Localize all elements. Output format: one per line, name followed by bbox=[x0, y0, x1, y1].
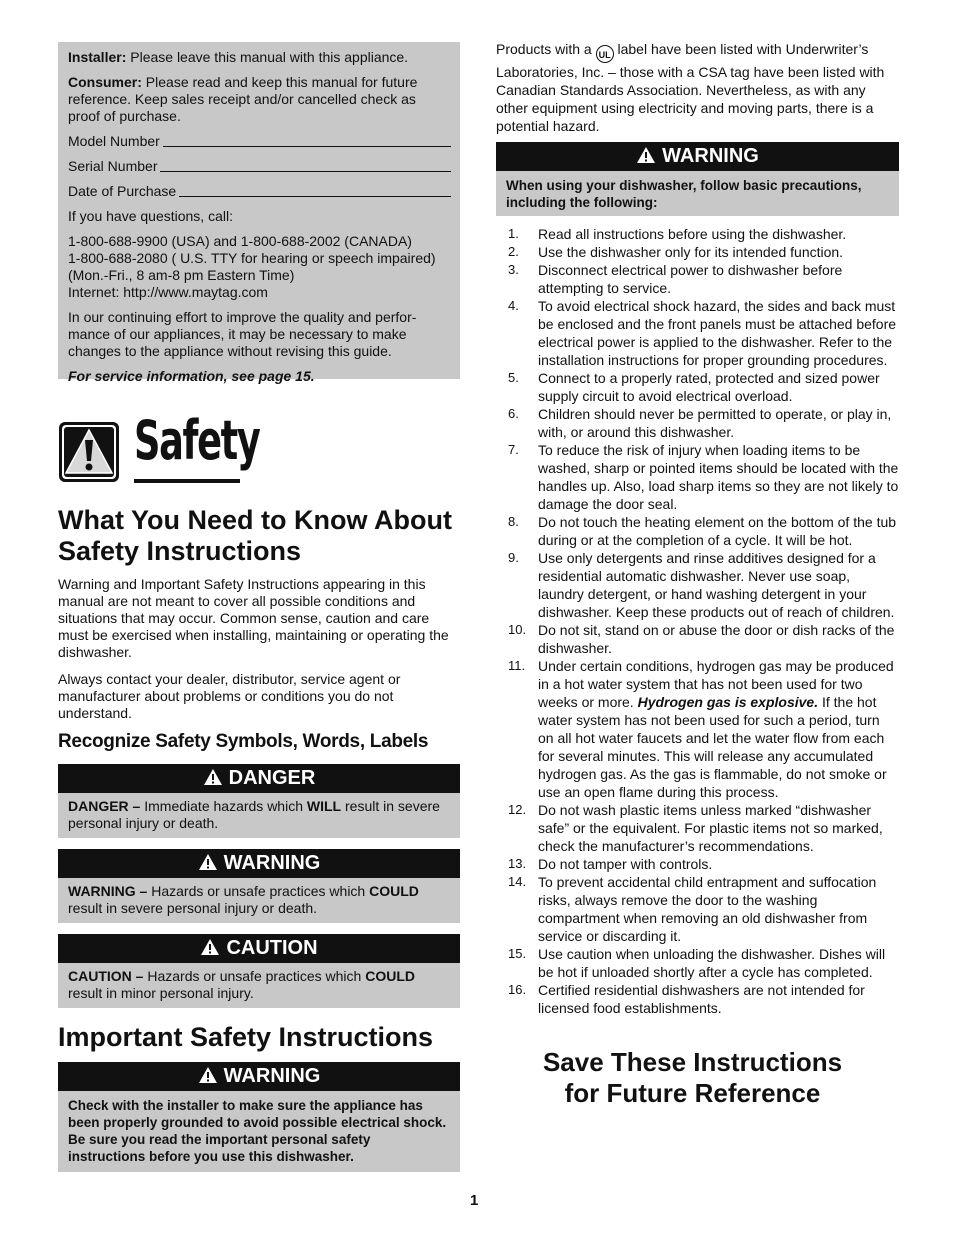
internet-link: Internet: http://www.maytag.com bbox=[68, 284, 268, 300]
safety-title: Safety bbox=[134, 409, 260, 472]
alert-triangle-icon bbox=[198, 1066, 218, 1084]
list-item: 15. Use caution when unloading the dishwasher. Dishes will be hot if unloaded shortly after a cycle has completed. bbox=[508, 946, 886, 980]
list-item: 7. To reduce the risk of injury when loading items to be washed, sharp or pointed items should be located with the handles up. Also, load sharp items so they are not likely to damage the door seal. bbox=[508, 442, 899, 512]
owner-info-box bbox=[58, 42, 460, 384]
list-item: 10. Do not sit, stand on or abuse the door or dish racks of the dishwasher. bbox=[508, 622, 895, 656]
page-number: 1 bbox=[470, 1192, 479, 1209]
alert-triangle-icon bbox=[200, 938, 220, 956]
list-item: 12. Do not wash plastic items unless marked “dishwasher safe” or the equivalent. For plastic items not so marked, check the manufacturer’s recommendations. bbox=[508, 802, 883, 854]
list-item: 2. Use the dishwasher only for its intended function. bbox=[508, 244, 844, 260]
important-warning bbox=[58, 1062, 460, 1172]
ul-logo-icon: UL bbox=[596, 45, 614, 63]
right-column bbox=[496, 40, 899, 1109]
installer-note: Installer: Please leave this manual with this appliance. bbox=[68, 49, 409, 65]
warning-bar: WARNING bbox=[58, 849, 460, 878]
alert-triangle-icon bbox=[198, 853, 218, 871]
service-note: For service information, see page 15. bbox=[68, 368, 315, 384]
important-heading: Important Safety Instructions bbox=[58, 1022, 434, 1052]
list-item: 6. Children should never be permitted to operate, or play in, with, or around this dishwasher. bbox=[508, 406, 892, 440]
purchase-date-line: Date of Purchase bbox=[68, 183, 451, 200]
important-warning-text: Check with the installer to make sure the appliance has been properly grounded to avoid possible electrical shock. Be sure you read the important personal safety instructions before you use this dishwasher. bbox=[58, 1091, 460, 1172]
list-item: 5. Connect to a properly rated, protected and sized power supply circuit to avoid electrical overload. bbox=[508, 370, 880, 404]
precautions-warning-text: When using your dishwasher, follow basic precautions, including the following: bbox=[496, 171, 899, 216]
warning-triangle-icon bbox=[58, 421, 120, 483]
left-column bbox=[58, 42, 460, 1172]
important-warning-bar: WARNING bbox=[58, 1062, 460, 1091]
know-heading: What You Need to Know About Safety Instructions bbox=[58, 505, 452, 566]
recognize-heading: Recognize Safety Symbols, Words, Labels bbox=[58, 731, 429, 752]
serial-number-line: Serial Number bbox=[68, 158, 451, 175]
list-item: 16. Certified residential dishwashers are not intended for licensed food establishments. bbox=[508, 982, 865, 1016]
alert-triangle-icon bbox=[636, 146, 656, 164]
know-paragraph-2: Always contact your dealer, distributor, service agent or manufacturer about problems or conditions you do not understand. bbox=[58, 671, 401, 721]
list-item: 3. Disconnect electrical power to dishwasher before attempting to service. bbox=[508, 262, 843, 296]
list-item: 8. Do not touch the heating element on the bottom of the tub during or at the completion of a cycle. It will be hot. bbox=[508, 514, 897, 548]
save-instructions-heading: Save These Instructions for Future Reference bbox=[542, 1047, 843, 1108]
warning-description: WARNING – Hazards or unsafe practices which COULD result in severe personal injury or death. bbox=[58, 878, 460, 923]
list-item: 9. Use only detergents and rinse additives designed for a residential automatic dishwasher. Never use soap, laundry detergent, or hand washing detergent in your dishwasher. Keep these products out of reach of children. bbox=[508, 550, 895, 620]
safety-rules-list bbox=[496, 225, 899, 1017]
phone-numbers: 1-800-688-9900 (USA) and 1-800-688-2002 (CANADA) 1-800-688-2080 ( U.S. TTY for hearing or speech impaired) (Mon.-Fri., 8 am-8 pm Eastern Time) Internet: http://www.maytag.com bbox=[68, 233, 436, 300]
improvement-note: In our continuing effort to improve the quality and perfor-mance of our appliances, it may be necessary to make changes to the appliance without revising this guide. bbox=[68, 309, 417, 359]
safety-header bbox=[58, 399, 460, 499]
warning-label bbox=[58, 849, 460, 923]
caution-description: CAUTION – Hazards or unsafe practices which COULD result in minor personal injury. bbox=[58, 963, 460, 1008]
questions-text: If you have questions, call: bbox=[68, 208, 233, 224]
danger-label bbox=[58, 764, 460, 838]
list-item: 13. Do not tamper with controls. bbox=[508, 856, 713, 872]
know-paragraph-1: Warning and Important Safety Instructions appearing in this manual are not meant to cover all possible conditions and situations that may occur. Common sense, caution and care must be exercised when installing, maintaining or operating the dishwasher. bbox=[58, 576, 449, 660]
caution-label bbox=[58, 934, 460, 1008]
list-item: 14. To prevent accidental child entrapment and suffocation risks, always remove the door to the washing compartment when removing an old dishwasher from service or discarding it. bbox=[508, 874, 877, 944]
safety-underline bbox=[134, 479, 240, 483]
list-item: 4. To avoid electrical shock hazard, the sides and back must be enclosed and the front panels must be attached before electrical power is applied to the dishwasher. Refer to the installation instructions for proper grounding procedures. bbox=[508, 298, 897, 368]
consumer-note: Consumer: Please read and keep this manual for future reference. Keep sales receipt and/or cancelled check as proof of purchase. bbox=[68, 74, 418, 124]
precautions-warning-bar: WARNING bbox=[496, 142, 899, 171]
alert-triangle-icon bbox=[203, 768, 223, 786]
danger-description: DANGER – Immediate hazards which WILL result in severe personal injury or death. bbox=[58, 793, 460, 838]
listing-intro: Products with a UL label have been listed with Underwriter’s Laboratories, Inc. – those with a CSA tag have been listed with Canadian Standards Association. Nevertheless, as with any other equipment using electricity and moving parts, there is a potential hazard. bbox=[496, 41, 885, 134]
model-number-line: Model Number bbox=[68, 133, 451, 150]
precautions-warning bbox=[496, 142, 899, 216]
danger-bar: DANGER bbox=[58, 764, 460, 793]
list-item: 1. Read all instructions before using the dishwasher. bbox=[508, 226, 847, 242]
list-item: 11. Under certain conditions, hydrogen gas may be produced in a hot water system that has not been used for two weeks or more. Hydrogen gas is explosive. If the hot water system has not been used for such a period, turn on all hot water faucets and let the water flow from each for several minutes. This will release any accumulated hydrogen gas. As the gas is flammable, do not smoke or use an open flame during this process. bbox=[508, 658, 894, 800]
caution-bar: CAUTION bbox=[58, 934, 460, 963]
